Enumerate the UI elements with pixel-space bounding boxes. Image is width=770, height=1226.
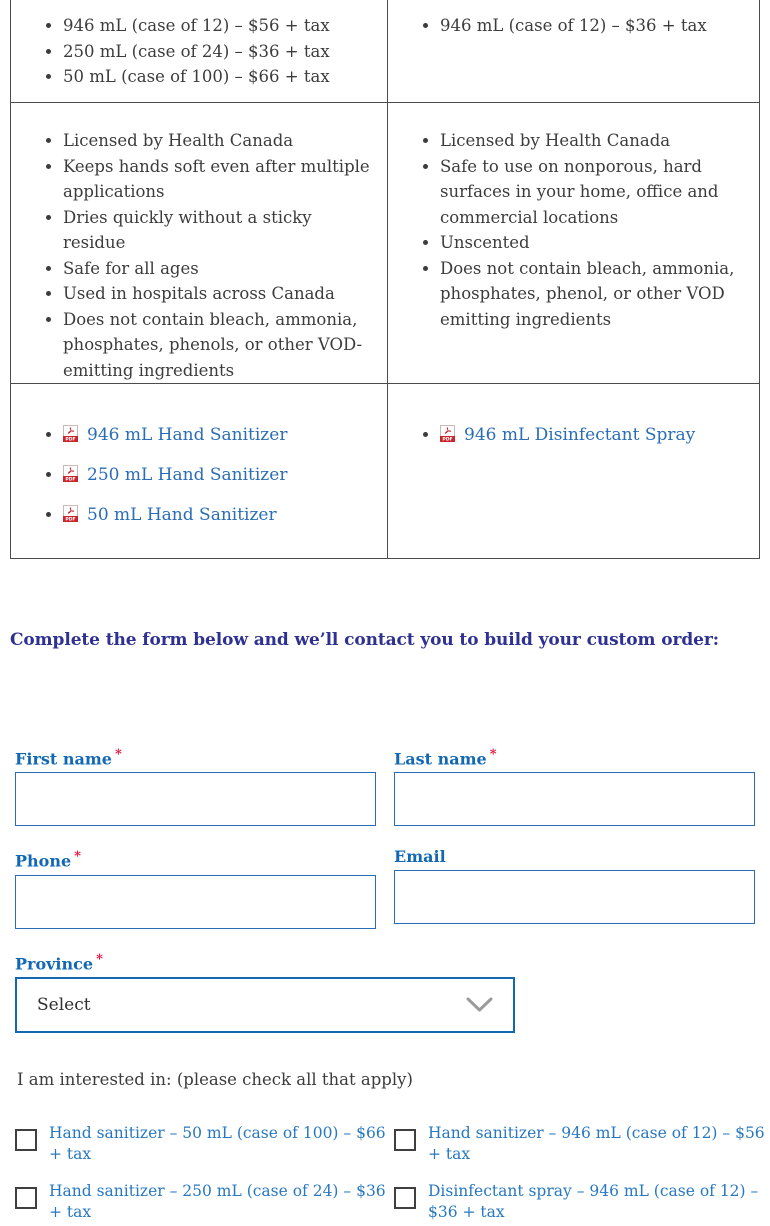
required-asterisk: * [489,747,497,762]
phone-field-group [15,849,376,928]
bullet-item: • Used in hospitals across Canada [63,281,375,307]
pdf-document-link[interactable] [63,505,277,525]
pdf-link-label: 50 mL Hand Sanitizer [87,505,277,525]
first-name-field-group [15,747,376,826]
interest-option[interactable] [15,1123,394,1165]
interest-checkbox-label: Hand sanitizer – 250 mL (case of 24) – $36 + tax [49,1181,386,1221]
pdf-file-icon [63,504,78,521]
hand-sanitizer-documents-cell [11,384,388,559]
interest-option[interactable] [394,1181,770,1223]
document-item [63,462,375,488]
svg-text:PDF: • PDF [65,437,76,442]
pdf-document-link[interactable] [63,425,287,445]
hand-sanitizer-features-list [23,128,375,383]
svg-text:PDF: • PDF [65,517,76,522]
documents-row [11,384,760,559]
pdf-document-link[interactable] [63,465,287,485]
bullet-item: • Licensed by Health Canada [63,128,375,154]
bullet-item: • 946 mL (case of 12) – $56 + tax [63,13,375,39]
last-name-field-group [394,747,755,826]
pdf-link-label: 250 mL Hand Sanitizer [87,465,288,485]
pdf-file-icon [63,424,78,441]
document-item [63,422,375,448]
bullet-item: • Dries quickly without a sticky residue [63,205,375,256]
chevron-down-icon [466,997,493,1013]
interest-checkbox[interactable] [15,1129,37,1151]
interest-checkbox-grid [15,1123,765,1223]
required-asterisk: * [74,849,81,865]
email-field-group [394,849,755,928]
hand-sanitizer-features-cell [11,103,388,384]
bullet-item: • Keeps hands soft even after multiple applications [63,154,375,205]
pdf-file-icon [440,424,455,441]
product-comparison-table [10,0,760,559]
email-label: Email [394,847,446,867]
required-asterisk: * [114,747,122,762]
form-heading: Complete the form below and we’ll contact you to build your custom order: [10,630,719,650]
first-name-input[interactable] [15,772,376,826]
pricing-row [11,0,760,103]
bullet-item: • Safe for all ages [63,256,375,282]
first-name-label: First name * [15,747,122,769]
bullet-item: • Unscented [440,230,747,256]
interest-checkbox[interactable] [394,1187,416,1209]
features-row [11,103,760,384]
pdf-link-label: 946 mL Hand Sanitizer [87,425,288,445]
pdf-link-label: 946 mL Disinfectant Spray [464,425,696,445]
interest-option[interactable] [15,1181,394,1223]
email-input[interactable] [394,870,755,924]
disinfectant-pricing-cell [388,0,760,103]
contact-form [15,747,765,1223]
svg-text:PDF: • PDF [65,477,76,482]
bullet-item: • Licensed by Health Canada [440,128,747,154]
interest-checkbox-label: Disinfectant spray – 946 mL (case of 12) – $36 + tax [428,1181,759,1221]
bullet-item: • Does not contain bleach, ammonia, phosphates, phenol, or other VOD emitting ingredients [440,256,747,333]
hand-sanitizer-documents-list [23,422,375,528]
pdf-document-link[interactable] [440,425,695,445]
svg-text:PDF: • PDF [442,437,453,442]
bullet-item: • Does not contain bleach, ammonia, phosphates, phenols, or other VOD-emitting ingredients [63,307,375,384]
interest-checkbox[interactable] [15,1187,37,1209]
phone-label: Phone * [15,849,81,871]
last-name-input[interactable] [394,772,755,826]
name-phone-email-grid [15,747,755,929]
hand-sanitizer-pricing-cell [11,0,388,103]
document-item [440,422,747,448]
disinfectant-documents-cell [388,384,760,559]
document-item [63,502,375,528]
disinfectant-features-cell [388,103,760,384]
province-label: Province * [15,951,103,973]
province-selected-value: Select [37,994,91,1015]
phone-input[interactable] [15,875,376,929]
disinfectant-pricing-list [400,13,747,39]
pdf-file-icon [63,464,78,481]
interest-checkbox-label: Hand sanitizer – 50 mL (case of 100) – $66 + tax [49,1123,386,1163]
hand-sanitizer-pricing-list [23,13,375,90]
bullet-item: • 250 mL (case of 24) – $36 + tax [63,39,375,65]
required-asterisk: * [96,951,103,967]
interest-option[interactable] [394,1123,770,1165]
last-name-label: Last name * [394,747,497,769]
disinfectant-documents-list [400,422,747,448]
province-field-group [15,952,755,1033]
disinfectant-features-list [400,128,747,332]
interest-checkbox-label: Hand sanitizer – 946 mL (case of 12) – $56 + tax [428,1123,765,1163]
interest-prompt: I am interested in: (please check all that apply) [17,1069,413,1089]
province-select[interactable] [15,977,515,1033]
bullet-item: • Safe to use on nonporous, hard surfaces in your home, office and commercial locations [440,154,747,231]
interest-checkbox[interactable] [394,1129,416,1151]
bullet-item: • 946 mL (case of 12) – $36 + tax [440,13,747,39]
bullet-item: • 50 mL (case of 100) – $66 + tax [63,64,375,90]
